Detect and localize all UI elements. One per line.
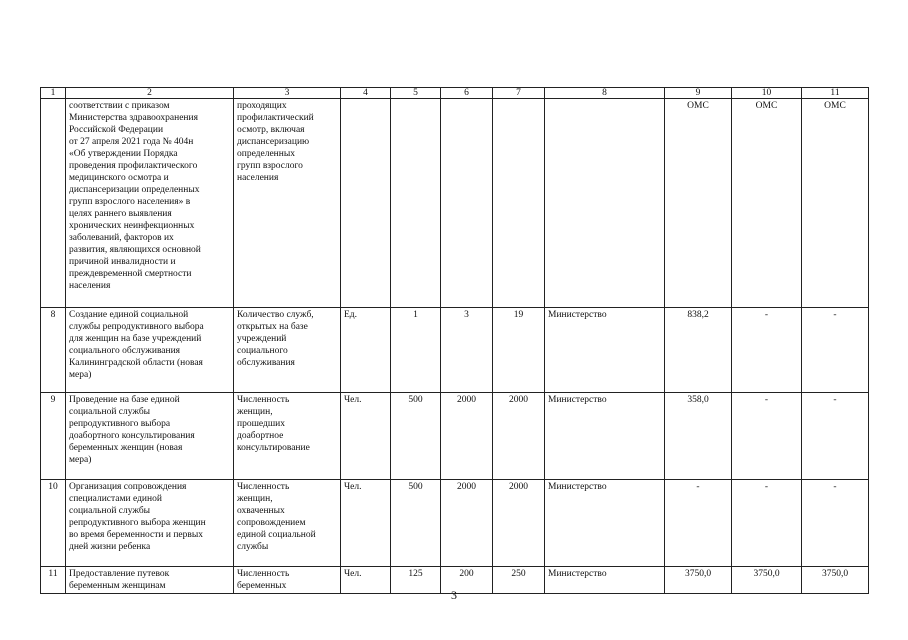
funding-col10: 3750,0 — [732, 567, 802, 594]
funding-col9: 358,0 — [665, 393, 732, 480]
funding-col9: 838,2 — [665, 308, 732, 393]
funding-col10: - — [732, 308, 802, 393]
executor: Министерство — [545, 480, 665, 567]
column-number: 7 — [493, 88, 545, 99]
unit — [341, 99, 391, 308]
funding-col11: 3750,0 — [802, 567, 869, 594]
funding-col11: - — [802, 480, 869, 567]
table-row — [41, 480, 869, 567]
indicator-name: Количество служб, открытых на базе учреждений социального обслуживания — [234, 308, 341, 393]
value-col7: 2000 — [493, 480, 545, 567]
funding-col9: - — [665, 480, 732, 567]
funding-col10: ОМС — [732, 99, 802, 308]
column-number: 6 — [441, 88, 493, 99]
value-col5: 500 — [391, 393, 441, 480]
value-col6 — [441, 99, 493, 308]
value-col5: 125 — [391, 567, 441, 594]
funding-col11: - — [802, 308, 869, 393]
funding-col10: - — [732, 393, 802, 480]
indicator-name: Численность женщин, прошедших доабортное консультирование — [234, 393, 341, 480]
table-row — [41, 393, 869, 480]
column-number: 8 — [545, 88, 665, 99]
column-number: 2 — [66, 88, 234, 99]
value-col6: 2000 — [441, 480, 493, 567]
value-col7: 2000 — [493, 393, 545, 480]
value-col6: 2000 — [441, 393, 493, 480]
unit: Ед. — [341, 308, 391, 393]
funding-col9: ОМС — [665, 99, 732, 308]
measure-description: Предоставление путевок беременным женщинам — [66, 567, 234, 594]
unit: Чел. — [341, 480, 391, 567]
table-row — [41, 308, 869, 393]
executor: Министерство — [545, 393, 665, 480]
value-col5 — [391, 99, 441, 308]
column-number: 5 — [391, 88, 441, 99]
row-number: 9 — [41, 393, 66, 480]
program-measures-table — [40, 87, 869, 594]
unit: Чел. — [341, 393, 391, 480]
measure-description: Создание единой социальной службы репродуктивного выбора для женщин на базе учреждений социального обслуживания Калининградской области (новая мера) — [66, 308, 234, 393]
column-number: 10 — [732, 88, 802, 99]
executor: Министерство — [545, 567, 665, 594]
row-number: 8 — [41, 308, 66, 393]
row-number: 10 — [41, 480, 66, 567]
value-col5: 1 — [391, 308, 441, 393]
column-number: 1 — [41, 88, 66, 99]
table-row — [41, 99, 869, 308]
column-number: 3 — [234, 88, 341, 99]
executor: Министерство — [545, 308, 665, 393]
value-col6: 200 — [441, 567, 493, 594]
funding-col11: ОМС — [802, 99, 869, 308]
column-number: 11 — [802, 88, 869, 99]
value-col7 — [493, 99, 545, 308]
row-number — [41, 99, 66, 308]
funding-col9: 3750,0 — [665, 567, 732, 594]
column-number-row — [41, 88, 869, 99]
indicator-name: проходящих профилактический осмотр, включая диспансеризацию определенных групп взрослого населения — [234, 99, 341, 308]
unit: Чел. — [341, 567, 391, 594]
measure-description: соответствии с приказом Министерства здравоохранения Российской Федерации от 27 апреля 2021 года № 404н «Об утверждении Порядка проведения профилактического медицинского осмотра и диспансеризации определенных групп взрослого населения» в целях раннего выявления хронических неинфекционных заболеваний, факторов их развития, являющихся основной причиной инвалидности и преждевременной смертности населения — [66, 99, 234, 308]
value-col5: 500 — [391, 480, 441, 567]
value-col7: 19 — [493, 308, 545, 393]
value-col6: 3 — [441, 308, 493, 393]
value-col7: 250 — [493, 567, 545, 594]
row-number: 11 — [41, 567, 66, 594]
measure-description: Организация сопровождения специалистами единой социальной службы репродуктивного выбора женщин во время беременности и первых дней жизни ребенка — [66, 480, 234, 567]
executor — [545, 99, 665, 308]
document-table-container — [40, 87, 868, 594]
column-number: 9 — [665, 88, 732, 99]
indicator-name: Численность беременных — [234, 567, 341, 594]
funding-col10: - — [732, 480, 802, 567]
indicator-name: Численность женщин, охваченных сопровождением единой социальной службы — [234, 480, 341, 567]
column-number: 4 — [341, 88, 391, 99]
funding-col11: - — [802, 393, 869, 480]
measure-description: Проведение на базе единой социальной службы репродуктивного выбора доабортного консультирования беременных женщин (новая мера) — [66, 393, 234, 480]
page-number: 3 — [451, 588, 457, 602]
